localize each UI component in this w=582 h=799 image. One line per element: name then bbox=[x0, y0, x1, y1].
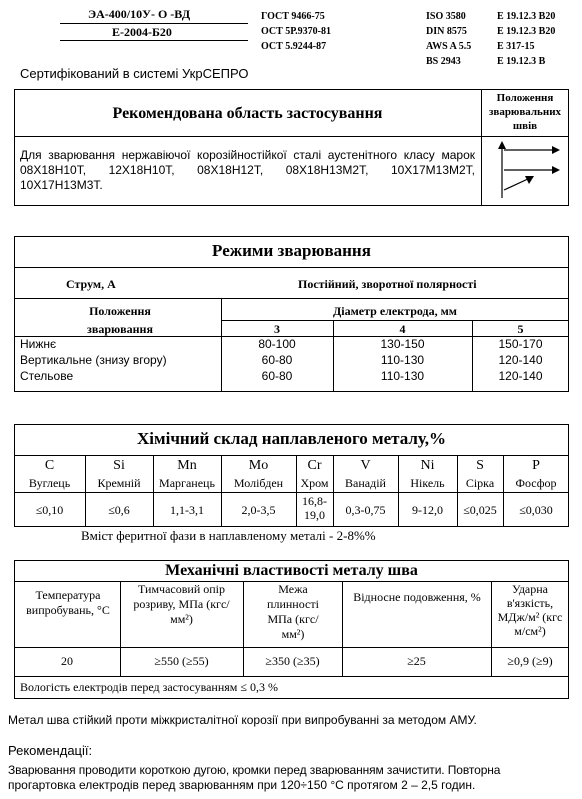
modes-title-line bbox=[14, 267, 569, 268]
chem-name: Сірка bbox=[465, 476, 495, 490]
iso-code: E 19.12.3 B20 bbox=[497, 26, 556, 37]
iso-name: ISO 3580 bbox=[426, 11, 466, 22]
chem-symbol: V bbox=[360, 458, 371, 473]
chemistry-header-line bbox=[14, 492, 569, 493]
current-value: Постійний, зворотної полярності bbox=[298, 277, 477, 291]
chem-symbol: Si bbox=[113, 458, 125, 473]
position-label: зварювання bbox=[87, 322, 153, 336]
iso-code: E 19.12.3 B20 bbox=[497, 11, 556, 22]
gost-line: ОСТ 5.9244-87 bbox=[261, 41, 327, 52]
chem-name: Молібден bbox=[233, 476, 284, 490]
diameter-label: Діаметр електрода, мм bbox=[333, 304, 457, 318]
chem-value: 16,8-19,0 bbox=[302, 494, 327, 522]
chem-symbol: Mn bbox=[177, 458, 197, 473]
chem-name: Хром bbox=[300, 476, 329, 490]
weld-positions-icon bbox=[490, 140, 564, 202]
iso-name: DIN 8575 bbox=[426, 26, 467, 37]
mech-header: Межа плинності МПа (кгс/мм²) bbox=[267, 582, 319, 641]
designation-underline bbox=[60, 23, 248, 24]
current-label: Струм, А bbox=[66, 277, 116, 291]
mode-row-value: 150-170 bbox=[498, 337, 543, 351]
modes-title: Режими зварювання bbox=[212, 241, 371, 260]
mode-row-value: 120-140 bbox=[498, 369, 543, 383]
chem-symbol: Cr bbox=[307, 458, 322, 473]
mech-header: Тимчасовий опір розриву, МПа (кгс/мм²) bbox=[133, 582, 230, 626]
chem-value: 1,1-3,1 bbox=[170, 503, 204, 517]
mode-row-value: 120-140 bbox=[498, 353, 543, 367]
electrode-type: Е-2004-Б20 bbox=[112, 25, 172, 39]
chem-name: Нікель bbox=[410, 476, 445, 490]
mech-header: Ударна в'язкість, МДж/м² (кгс м/см²) bbox=[497, 582, 563, 638]
mode-row-value: 130-150 bbox=[380, 337, 425, 351]
position-label: Положення bbox=[89, 304, 151, 318]
application-text: Для зварювання нержавіючої корозійностійкої сталі аустенітного класу марок 08Х18Н10Т, 12Х18Н10Т, 08Х18Н12Т, 08Х18Н13М2Т, 10Х17М13М2Т, 10Х17Н13М3Т. bbox=[20, 148, 475, 192]
corrosion-note: Метал шва стійкий проти міжкристалітної корозії при випробуванні за методом АМУ. bbox=[8, 713, 477, 727]
application-header-line bbox=[14, 136, 569, 137]
diameter-value: 5 bbox=[517, 322, 524, 336]
mech-value: ≥550 (≥55) bbox=[154, 654, 209, 668]
mode-row-value: 110-130 bbox=[380, 353, 425, 367]
mode-row-position: Вертикальне (знизу вгору) bbox=[20, 353, 167, 367]
chem-value: ≤0,025 bbox=[463, 503, 497, 517]
mode-row-value: 80-100 bbox=[258, 337, 296, 351]
diameter-value: 3 bbox=[274, 322, 280, 336]
electrode-designation: ЭА-400/10У- О -ВД bbox=[88, 7, 191, 21]
iso-code: E 19.12.3 B bbox=[497, 56, 546, 67]
chem-value: 2,0-3,5 bbox=[241, 503, 276, 517]
gost-line: ОСТ 5Р.9370-81 bbox=[261, 26, 331, 37]
mech-value: ≥25 bbox=[407, 654, 426, 668]
mech-value: ≥350 (≥35) bbox=[265, 654, 320, 668]
mech-value: ≥0,9 (≥9) bbox=[507, 654, 553, 668]
gost-line: ГОСТ 9466-75 bbox=[261, 11, 325, 22]
chemistry-title-line bbox=[14, 455, 569, 456]
chem-value: ≤0,6 bbox=[108, 503, 130, 517]
mechanical-values-line bbox=[14, 676, 569, 677]
chem-symbol: Mo bbox=[248, 458, 269, 473]
mode-row-position: Нижнє bbox=[20, 337, 57, 351]
application-title: Рекомендована область застосування bbox=[112, 105, 383, 122]
chem-symbol: C bbox=[44, 458, 55, 473]
designation-underline-2 bbox=[60, 40, 248, 41]
moisture-note: Вологість електродів перед застосуванням ≤ 0,3 % bbox=[20, 680, 278, 694]
chemistry-title: Хімічний склад наплавленого металу,% bbox=[137, 429, 446, 448]
diameter-line bbox=[221, 320, 569, 321]
chem-name: Вуглець bbox=[28, 476, 71, 490]
diameter-value: 4 bbox=[399, 322, 406, 336]
application-divider bbox=[481, 89, 482, 206]
chem-name: Фосфор bbox=[515, 476, 557, 490]
chem-symbol: P bbox=[532, 458, 540, 473]
chem-symbol: S bbox=[476, 458, 484, 473]
mechanical-title: Механічні властивості металу шва bbox=[165, 562, 418, 579]
mode-row-value: 110-130 bbox=[380, 369, 425, 383]
mode-row-value: 60-80 bbox=[261, 353, 293, 367]
mechanical-header-line bbox=[14, 647, 569, 648]
chem-name: Марганець bbox=[159, 476, 215, 490]
current-line bbox=[14, 298, 569, 299]
chem-value: ≤0,10 bbox=[35, 503, 64, 517]
recommendations-text: Зварювання проводити короткою дугою, кромки перед зварюванням зачистити. Повторна bbox=[8, 763, 501, 777]
chem-name: Кремній bbox=[97, 476, 141, 490]
iso-name: AWS A 5.5 bbox=[426, 41, 472, 52]
chem-name: Ванадій bbox=[345, 476, 386, 490]
chem-value: 9-12,0 bbox=[412, 503, 443, 517]
iso-code: E 317-15 bbox=[497, 41, 535, 52]
recommendations-text: прогартовка електродів перед зварюванням при 120÷150 °С протягом 2 – 2,5 годин. bbox=[8, 778, 476, 792]
positions-title: Положення зварювальних швів bbox=[488, 92, 562, 132]
ferrite-content: Вміст феритної фази в наплавленому металі - 2-8%% bbox=[81, 528, 376, 543]
mode-row-position: Стельове bbox=[20, 369, 74, 383]
iso-name: BS 2943 bbox=[426, 56, 461, 67]
chem-value: ≤0,030 bbox=[519, 503, 553, 517]
certification-note: Сертифікований в системі УкрСЕПРО bbox=[20, 66, 249, 81]
recommendations-title: Рекомендації: bbox=[8, 743, 93, 758]
mech-value: 20 bbox=[61, 654, 73, 668]
mode-row-value: 60-80 bbox=[261, 369, 293, 383]
mech-header: Відносне подовження, % bbox=[353, 590, 481, 604]
chem-symbol: Ni bbox=[420, 458, 435, 473]
mech-header: Температура випробувань, °С bbox=[26, 588, 110, 617]
chem-value: 0,3-0,75 bbox=[345, 503, 386, 517]
